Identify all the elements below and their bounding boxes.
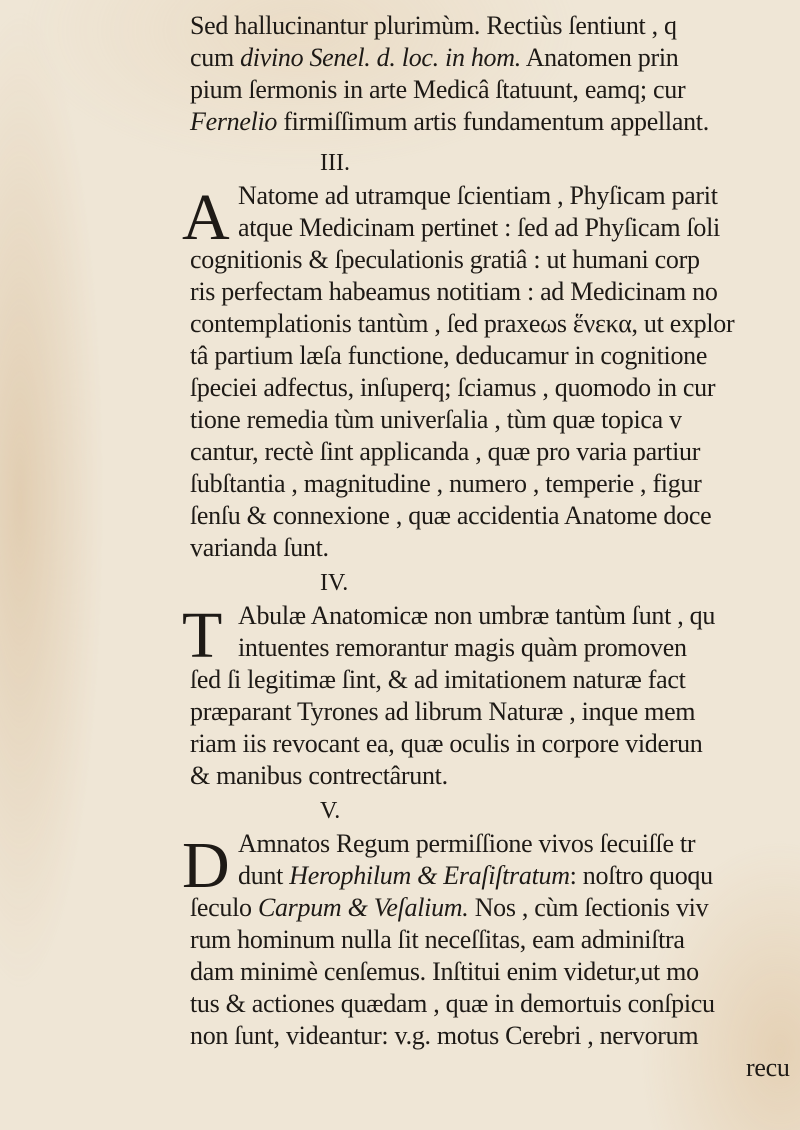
text-line: Sed hallucinantur plurimùm. Rectiùs ſentiunt , q <box>190 11 677 40</box>
text-line <box>190 892 708 924</box>
text-line: contemplationis tantùm , ſed praxeωs ἕνεκα, ut explor <box>190 309 735 338</box>
italic-names: Carpum & Veſalium. <box>257 893 469 922</box>
text-line: varianda ſunt. <box>190 533 329 562</box>
dropcap-t: T <box>182 599 223 672</box>
section-numeral-iii: III. <box>320 150 350 176</box>
text-line: ris perfectam habeamus notitiam : ad Medicinam no <box>190 277 718 306</box>
text-span: ſeculo <box>190 893 258 922</box>
italic-names: Herophilum & Eraſiſtratum <box>289 861 570 890</box>
text-line: Natome ad utramque ſcientiam , Phyſicam parit <box>238 181 718 210</box>
text-line <box>238 860 713 892</box>
dropcap-a: A <box>182 181 230 254</box>
text-line: atque Medicinam pertinet : ſed ad Phyſicam ſoli <box>238 213 720 242</box>
text-line: tâ partium læſa functione, deducamur in cognitione <box>190 341 708 370</box>
text-span: cum <box>190 43 241 72</box>
text-line: ſenſu & connexione , quæ accidentia Anatome doce <box>190 501 712 530</box>
text-line: ſed ſi legitimæ ſint, & ad imitationem naturæ fact <box>190 665 686 694</box>
dropcap-d: D <box>182 829 230 902</box>
text-span: Anatomen prin <box>520 43 679 72</box>
section-numeral-iv: IV. <box>320 570 349 596</box>
text-line: rum hominum nulla ſit neceſſitas, eam adminiſtra <box>190 925 685 954</box>
text-line: riam iis revocant ea, quæ oculis in corpore viderun <box>190 729 703 758</box>
text-line: Amnatos Regum permiſſione vivos ſecuiſſe tr <box>238 829 696 858</box>
text-span: : noſtro quoqu <box>569 861 713 890</box>
text-line: Abulæ Anatomicæ non umbræ tantùm ſunt , qu <box>238 601 716 630</box>
text-line: & manibus contrectârunt. <box>190 761 448 790</box>
text-line: pium ſermonis in arte Medicâ ſtatuunt, eamq; cur <box>190 75 686 104</box>
text-line: ſpeciei adfectus, inſuperq; ſciamus , quomodo in cur <box>190 373 716 402</box>
italic-citation: divino Senel. d. loc. in hom. <box>240 43 521 72</box>
text-line: cognitionis & ſpeculationis gratiâ : ut humani corp <box>190 245 700 274</box>
text-line: tus & actiones quædam , quæ in demortuis conſpicu <box>190 989 715 1018</box>
text-line: tione remedia tùm univerſalia , tùm quæ topica v <box>190 405 682 434</box>
text-line: intuentes remorantur magis quàm promoven <box>238 633 687 662</box>
text-line: præparant Tyrones ad librum Naturæ , inque mem <box>190 697 696 726</box>
text-line: dam minimè cenſemus. Inſtitui enim videtur,ut mo <box>190 957 699 986</box>
text-line <box>190 106 709 138</box>
text-span: dunt <box>238 861 290 890</box>
text-line <box>190 42 679 74</box>
section-numeral-v: V. <box>320 798 341 824</box>
text-line: cantur, rectè ſint applicanda , quæ pro varia partiur <box>190 437 701 466</box>
text-span: firmiſſimum artis fundamentum appellant. <box>283 107 709 136</box>
text-span: Nos , cùm ſectionis viv <box>468 893 709 922</box>
catchword: recu <box>746 1053 790 1082</box>
text-line: ſubſtantia , magnitudine , numero , temperie , figur <box>190 469 702 498</box>
text-line: non ſunt, videantur: v.g. motus Cerebri , nervorum <box>190 1021 699 1050</box>
italic-name: Fernelio <box>190 107 284 136</box>
